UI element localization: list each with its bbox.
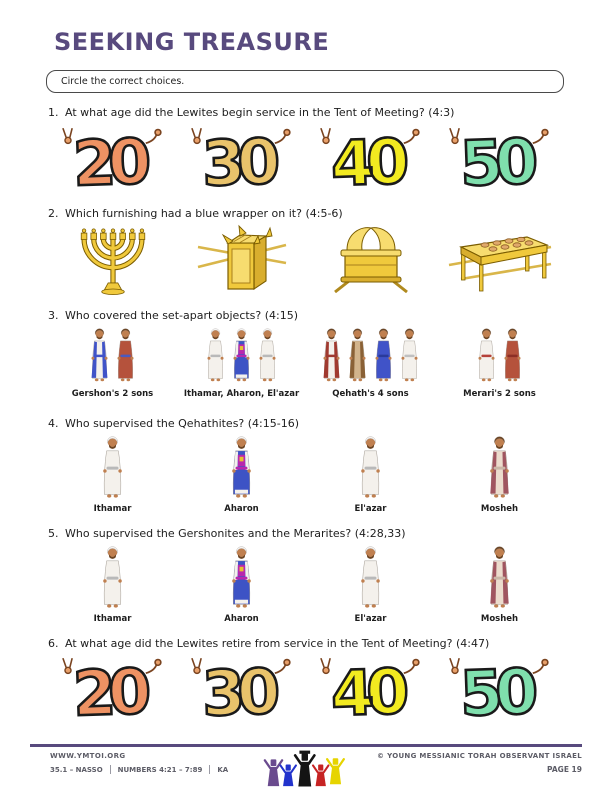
age-number: 30 <box>201 654 274 731</box>
question-4 <box>48 417 299 430</box>
option-label: Ithamar <box>93 504 132 514</box>
question-5 <box>48 527 406 540</box>
person-figure <box>397 322 422 386</box>
q3-options <box>48 322 564 404</box>
person-figure <box>229 322 254 386</box>
scripture-ref: NUMBERS 4:21 – 7:89 <box>117 765 203 774</box>
option-meraris-sons[interactable] <box>435 322 564 404</box>
person-figure <box>371 322 396 386</box>
option-label: Aharon <box>224 504 259 514</box>
question-1-text: At what age did the Lewites begin service in the Tent of Meeting? (4:3) <box>65 106 455 119</box>
person-figure <box>319 322 344 386</box>
ark-icon <box>325 221 417 293</box>
person-figure <box>485 541 514 611</box>
option-label: Qehath's 4 sons <box>332 389 409 399</box>
option-mosheh[interactable] <box>435 431 564 517</box>
person-figure <box>485 431 514 501</box>
q2-options <box>48 221 564 299</box>
question-6-number: 6. <box>48 637 59 650</box>
question-6 <box>48 637 489 650</box>
option-ithamar[interactable] <box>48 431 177 517</box>
showbread-table-icon <box>447 221 553 293</box>
q1-options <box>48 124 564 200</box>
age-number: 20 <box>72 124 145 201</box>
question-3-number: 3. <box>48 309 59 322</box>
age-number: 50 <box>459 654 532 731</box>
website-url[interactable]: WWW.YMTOI.ORG <box>50 752 126 760</box>
option-age-40[interactable] <box>306 124 435 200</box>
footer-right <box>377 752 582 774</box>
option-age-20[interactable] <box>48 654 177 730</box>
question-5-number: 5. <box>48 527 59 540</box>
option-label: Gershon's 2 sons <box>71 389 154 399</box>
option-label: Mosheh <box>480 614 519 624</box>
question-4-text: Who supervised the Qehathites? (4:15-16) <box>65 417 300 430</box>
instruction-box <box>46 70 564 93</box>
age-number: 40 <box>330 654 403 731</box>
person-figure <box>98 541 127 611</box>
option-age-30[interactable] <box>177 654 306 730</box>
tail-icon <box>402 127 420 145</box>
question-3-text: Who covered the set-apart objects? (4:15) <box>65 309 299 322</box>
incense-altar-icon <box>196 221 288 295</box>
person-figure <box>500 322 525 386</box>
divider <box>209 765 210 774</box>
person-figure <box>356 431 385 501</box>
page-number: PAGE 19 <box>547 765 582 774</box>
option-age-30[interactable] <box>177 124 306 200</box>
tail-icon <box>144 657 162 675</box>
q4-options <box>48 431 564 517</box>
person-figure <box>356 541 385 611</box>
option-age-50[interactable] <box>435 654 564 730</box>
option-age-40[interactable] <box>306 654 435 730</box>
question-5-text: Who supervised the Gershonites and the Merarites? (4:28,33) <box>65 527 406 540</box>
tail-icon <box>273 127 291 145</box>
option-label: Mosheh <box>480 504 519 514</box>
person-figure <box>113 322 138 386</box>
copyright-text: © YOUNG MESSIANIC TORAH OBSERVANT ISRAEL <box>377 752 582 760</box>
option-qehaths-sons[interactable] <box>306 322 435 404</box>
age-number: 30 <box>201 124 274 201</box>
instruction-text: Circle the correct choices. <box>61 76 185 87</box>
tail-icon <box>144 127 162 145</box>
option-label: El'azar <box>354 504 387 514</box>
q5-options <box>48 541 564 627</box>
option-gershons-sons[interactable] <box>48 322 177 404</box>
tail-icon <box>531 127 549 145</box>
question-2-text: Which furnishing had a blue wrapper on it? (4:5-6) <box>65 207 343 220</box>
ymtoi-logo <box>262 746 350 790</box>
option-label: Ithamar <box>93 614 132 624</box>
person-figure <box>345 322 370 386</box>
option-showbread-table[interactable] <box>435 221 564 299</box>
parsha-ref: 35.1 – NASSO <box>50 765 103 774</box>
person-figure <box>203 322 228 386</box>
page-title: SEEKING TREASURE <box>54 28 330 56</box>
tail-icon <box>531 657 549 675</box>
question-1 <box>48 106 454 119</box>
question-6-text: At what age did the Lewites retire from service in the Tent of Meeting? (4:47) <box>65 637 490 650</box>
option-label: Aharon <box>224 614 259 624</box>
option-menorah[interactable] <box>48 221 177 299</box>
option-ark-of-covenant[interactable] <box>306 221 435 299</box>
option-ithamar[interactable] <box>48 541 177 627</box>
option-aharon[interactable] <box>177 541 306 627</box>
question-2 <box>48 207 343 220</box>
q6-options <box>48 654 564 730</box>
option-aharon[interactable] <box>177 431 306 517</box>
person-figure <box>98 431 127 501</box>
menorah-icon <box>80 221 146 295</box>
person-figure <box>227 541 256 611</box>
person-figure <box>227 431 256 501</box>
option-age-20[interactable] <box>48 124 177 200</box>
option-label: Merari's 2 sons <box>463 389 536 399</box>
option-elazar[interactable] <box>306 431 435 517</box>
person-figure <box>255 322 280 386</box>
question-4-number: 4. <box>48 417 59 430</box>
option-elazar[interactable] <box>306 541 435 627</box>
person-figure <box>474 322 499 386</box>
age-number: 40 <box>330 124 403 201</box>
worksheet-reference <box>50 765 228 774</box>
tail-icon <box>402 657 420 675</box>
tail-icon <box>273 657 291 675</box>
question-3 <box>48 309 298 322</box>
option-age-50[interactable] <box>435 124 564 200</box>
option-label: Ithamar, Aharon, El'azar <box>183 389 300 399</box>
age-number: 50 <box>459 124 532 201</box>
age-number: 20 <box>72 654 145 731</box>
divider <box>110 765 111 774</box>
person-figure <box>87 322 112 386</box>
question-2-number: 2. <box>48 207 59 220</box>
question-1-number: 1. <box>48 106 59 119</box>
option-ithamar-aharon-elazar[interactable] <box>177 322 306 404</box>
worksheet-code: KA <box>217 765 229 774</box>
option-incense-altar[interactable] <box>177 221 306 299</box>
footer-left <box>50 752 228 774</box>
option-label: El'azar <box>354 614 387 624</box>
option-mosheh[interactable] <box>435 541 564 627</box>
